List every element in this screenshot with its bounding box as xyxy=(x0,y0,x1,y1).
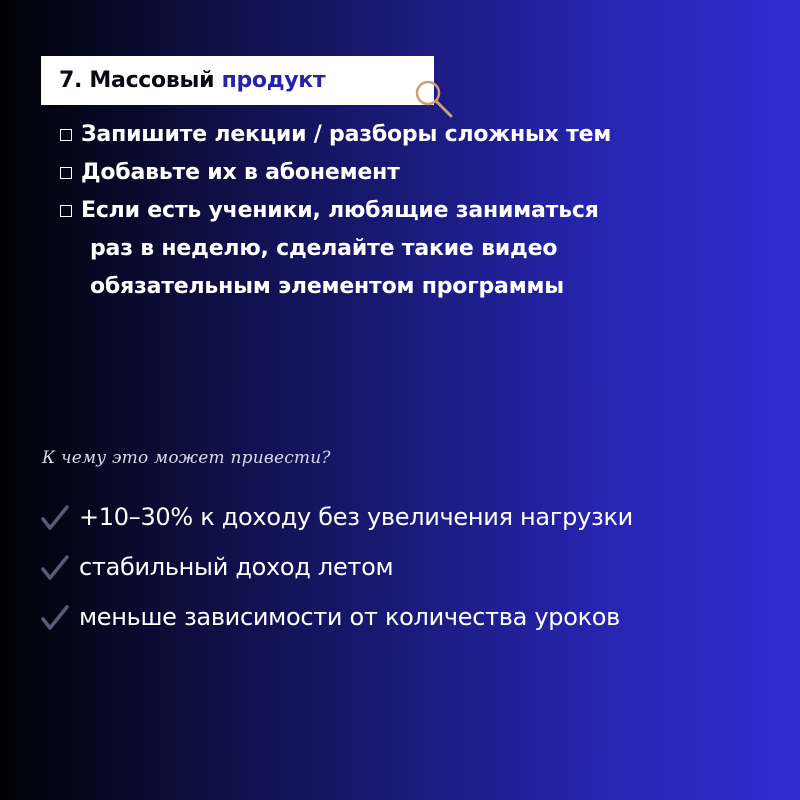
bullet-item xyxy=(60,192,760,306)
bullet-line: обязательным элементом программы xyxy=(90,274,564,299)
magnifier-icon xyxy=(413,78,455,120)
result-text: +10–30% к доходу без увеличения нагрузки xyxy=(79,503,633,531)
bullet-line: раз в неделю, сделайте такие видео xyxy=(90,236,558,261)
title-banner xyxy=(41,56,434,105)
bullet-line: Запишите лекции / разборы сложных тем xyxy=(81,122,612,147)
checkbox-icon xyxy=(60,129,72,141)
results-list xyxy=(40,492,780,642)
bullet-list xyxy=(60,116,760,306)
result-item xyxy=(40,542,780,592)
checkbox-icon xyxy=(60,205,72,217)
result-item xyxy=(40,492,780,542)
bullet-line: Добавьте их в абонемент xyxy=(81,160,400,185)
checkmark-icon xyxy=(40,502,70,532)
title-accent: продукт xyxy=(221,68,326,93)
title-number: 7. Массовый xyxy=(59,68,215,93)
checkbox-icon xyxy=(60,167,72,179)
question-text: К чему это может привести? xyxy=(42,448,331,468)
result-item xyxy=(40,592,780,642)
bullet-line: Если есть ученики, любящие заниматься xyxy=(81,198,599,223)
result-text: меньше зависимости от количества уроков xyxy=(79,603,621,631)
checkmark-icon xyxy=(40,602,70,632)
result-text: стабильный доход летом xyxy=(79,553,394,581)
checkmark-icon xyxy=(40,552,70,582)
bullet-item xyxy=(60,154,760,192)
bullet-item xyxy=(60,116,760,154)
